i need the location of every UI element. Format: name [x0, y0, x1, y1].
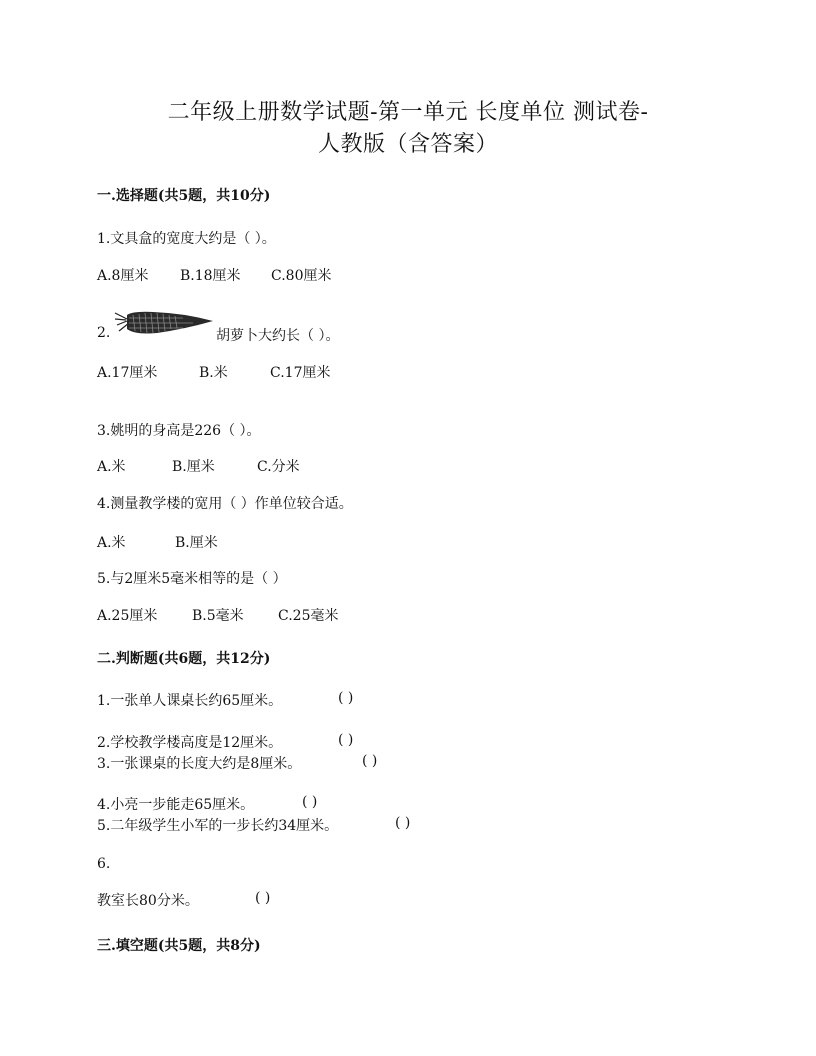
option-b: B.厘米 — [175, 535, 218, 551]
option-c: C.80厘米 — [271, 268, 332, 284]
judgement-item-6-number: 6. — [97, 856, 111, 872]
judgement-item-5: 5.二年级学生小军的一步长约34厘米。 — [97, 818, 339, 834]
section-heading-multiple-choice: 一.选择题(共5题，共10分) — [97, 188, 271, 204]
answer-parentheses: ( ) — [338, 732, 354, 748]
option-b: B.厘米 — [172, 459, 215, 475]
option-b: B.米 — [199, 365, 228, 381]
question-1-text: 1.文具盒的宽度大约是（ ）。 — [97, 231, 276, 247]
section-heading-fill-in-blank: 三.填空题(共5题，共8分) — [97, 938, 261, 954]
answer-parentheses: ( ) — [255, 890, 271, 906]
judgement-item-3: 3.一张课桌的长度大约是8厘米。 — [97, 756, 302, 772]
option-c: C.25毫米 — [278, 608, 339, 624]
option-c: C.分米 — [257, 459, 300, 475]
question-2-number: 2. — [97, 325, 111, 341]
answer-parentheses: ( ) — [302, 794, 318, 810]
option-a: A.米 — [97, 535, 126, 551]
answer-parentheses: ( ) — [362, 753, 378, 769]
answer-parentheses: ( ) — [395, 815, 411, 831]
question-5-text: 5.与2厘米5毫米相等的是（ ） — [97, 571, 287, 587]
carrot-image — [113, 309, 215, 337]
option-b: B.18厘米 — [180, 268, 241, 284]
option-a: A.8厘米 — [97, 268, 149, 284]
question-2-text: 胡萝卜大约长（ ）。 — [216, 328, 340, 344]
section-heading-true-false: 二.判断题(共6题，共12分) — [97, 651, 271, 667]
document-title-line1: 二年级上册数学试题-第一单元 长度单位 测试卷- — [167, 100, 649, 125]
judgement-item-4: 4.小亮一步能走65厘米。 — [97, 797, 255, 813]
option-a: A.17厘米 — [97, 365, 158, 381]
option-a: A.米 — [97, 459, 126, 475]
option-b: B.5毫米 — [192, 608, 244, 624]
option-c: C.17厘米 — [270, 365, 331, 381]
question-4-text: 4.测量教学楼的宽用（ ）作单位较合适。 — [97, 496, 353, 512]
document-title-line2: 人教版（含答案） — [317, 132, 498, 157]
option-a: A.25厘米 — [97, 608, 158, 624]
answer-parentheses: ( ) — [338, 690, 354, 706]
judgement-item-1: 1.一张单人课桌长约65厘米。 — [97, 693, 283, 709]
judgement-item-2: 2.学校教学楼高度是12厘米。 — [97, 735, 283, 751]
judgement-item-6-text: 教室长80分米。 — [97, 893, 199, 909]
question-3-text: 3.姚明的身高是226（ ）。 — [97, 423, 261, 439]
